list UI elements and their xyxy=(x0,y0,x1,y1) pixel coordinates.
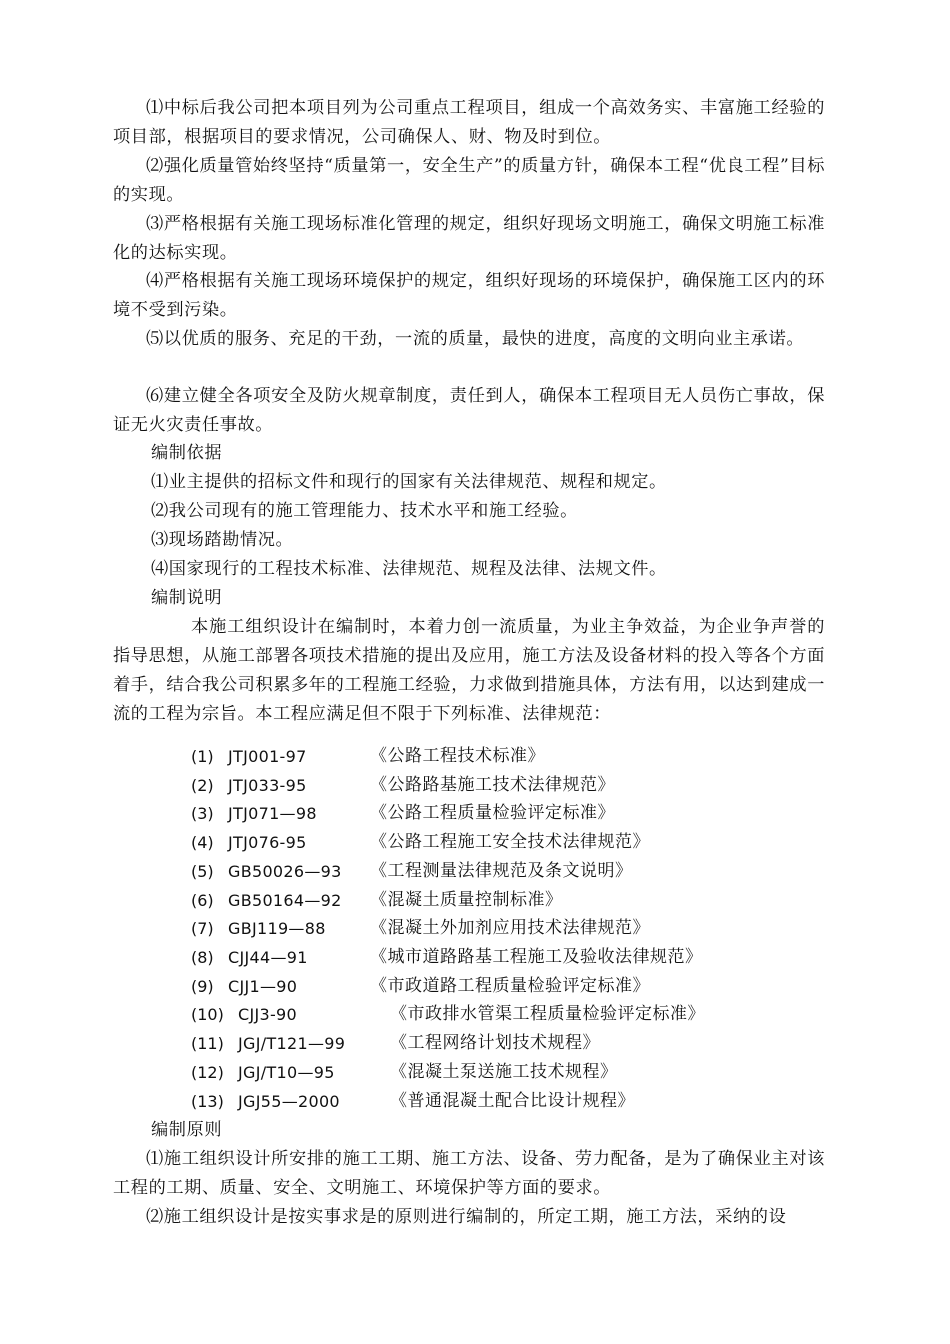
standard-code: CJJ44—91 xyxy=(228,948,308,967)
standard-number: (11) xyxy=(191,1034,224,1053)
standard-code: JTJ076-95 xyxy=(228,833,307,852)
standard-number: (1) xyxy=(191,747,214,766)
standard-number: (7) xyxy=(191,919,214,938)
section-heading-principles: 编制原则 xyxy=(151,1120,223,1140)
standard-title: 《公路工程施工安全技术法律规范》 xyxy=(370,832,650,852)
standard-number: (13) xyxy=(191,1092,224,1111)
standard-number: (5) xyxy=(191,862,214,881)
basis-item-3: ⑶现场踏勘情况。 xyxy=(151,530,294,550)
standard-title: 《公路路基施工技术法律规范》 xyxy=(370,775,615,795)
standard-code: GB50164—92 xyxy=(228,891,342,910)
standard-code: GB50026—93 xyxy=(228,862,342,881)
standard-number: (9) xyxy=(191,977,214,996)
basis-item-4: ⑷国家现行的工程技术标准、法律规范、规程及法律、法规文件。 xyxy=(151,559,667,579)
standard-number: (2) xyxy=(191,776,214,795)
standard-code: JGJ/T121—99 xyxy=(238,1034,346,1053)
standard-code: JTJ071—98 xyxy=(228,804,317,823)
standard-code: JGJ55—2000 xyxy=(238,1092,340,1111)
paragraph-1: ⑴中标后我公司把本项目列为公司重点工程项目，组成一个高效务实、丰富施工经验的项目部，根据项目的要求情况，公司确保人、财、物及时到位。 xyxy=(113,98,825,147)
basis-item-2: ⑵我公司现有的施工管理能力、技术水平和施工经验。 xyxy=(151,501,578,521)
standard-title: 《工程测量法律规范及条文说明》 xyxy=(370,861,633,881)
standard-title: 《市政排水管渠工程质量检验评定标准》 xyxy=(390,1004,705,1024)
paragraph-4: ⑷严格根据有关施工现场环境保护的规定，组织好现场的环境保护，确保施工区内的环境不受到污染。 xyxy=(113,271,825,320)
standard-code: CJJ1—90 xyxy=(228,977,298,996)
section-heading-basis: 编制依据 xyxy=(151,443,223,463)
standard-title: 《公路工程技术标准》 xyxy=(370,746,545,766)
standard-code: CJJ3-90 xyxy=(238,1005,298,1024)
standard-title: 《混凝土外加剂应用技术法律规范》 xyxy=(370,918,650,938)
paragraph-3: ⑶严格根据有关施工现场标准化管理的规定，组织好现场文明施工，确保文明施工标准化的达标实现。 xyxy=(113,214,825,263)
standard-title: 《市政道路工程质量检验评定标准》 xyxy=(370,976,650,996)
standard-title: 《工程网络计划技术规程》 xyxy=(390,1033,600,1053)
principle-item-2: ⑵施工组织设计是按实事求是的原则进行编制的，所定工期，施工方法，采纳的设 xyxy=(146,1207,787,1227)
standard-title: 《混凝土泵送施工技术规程》 xyxy=(390,1062,618,1082)
basis-item-1: ⑴业主提供的招标文件和现行的国家有关法律规范、规程和规定。 xyxy=(151,472,667,492)
standard-title: 《普通混凝土配合比设计规程》 xyxy=(390,1091,635,1111)
standard-code: GBJ119—88 xyxy=(228,919,326,938)
standard-number: (12) xyxy=(191,1063,224,1082)
standard-code: JGJ/T10—95 xyxy=(238,1063,335,1082)
standard-code: JTJ033-95 xyxy=(228,776,307,795)
paragraph-2: ⑵强化质量管始终坚持“质量第一，安全生产”的质量方针，确保本工程“优良工程”目标的实现。 xyxy=(113,156,825,205)
explanation-paragraph: 本施工组织设计在编制时，本着力创一流质量，为业主争效益，为企业争声誉的指导思想，从施工部署各项技术措施的提出及应用，施工方法及设备材料的投入等各个方面着手，结合我公司积累多年的工程施工经验，力求做到措施具体，方法有用，以达到建成一流的工程为宗旨。本工程应满足但不限于下列标准、法律规范： xyxy=(113,617,825,724)
standard-number: (4) xyxy=(191,833,214,852)
principle-item-1: ⑴施工组织设计所安排的施工工期、施工方法、设备、劳力配备，是为了确保业主对该工程的工期、质量、安全、文明施工、环境保护等方面的要求。 xyxy=(113,1149,825,1198)
standard-title: 《城市道路路基工程施工及验收法律规范》 xyxy=(370,947,703,967)
standard-number: (6) xyxy=(191,891,214,910)
standard-title: 《混凝土质量控制标准》 xyxy=(370,890,563,910)
standard-title: 《公路工程质量检验评定标准》 xyxy=(370,803,615,823)
standard-number: (8) xyxy=(191,948,214,967)
paragraph-6: ⑹建立健全各项安全及防火规章制度，责任到人，确保本工程项目无人员伤亡事故，保证无火灾责任事故。 xyxy=(113,386,825,435)
section-heading-explanation: 编制说明 xyxy=(151,588,223,608)
paragraph-5: ⑸以优质的服务、充足的干劲，一流的质量，最快的进度，高度的文明向业主承诺。 xyxy=(146,329,805,349)
standard-number: (3) xyxy=(191,804,214,823)
standard-code: JTJ001-97 xyxy=(228,747,307,766)
standard-number: (10) xyxy=(191,1005,224,1024)
